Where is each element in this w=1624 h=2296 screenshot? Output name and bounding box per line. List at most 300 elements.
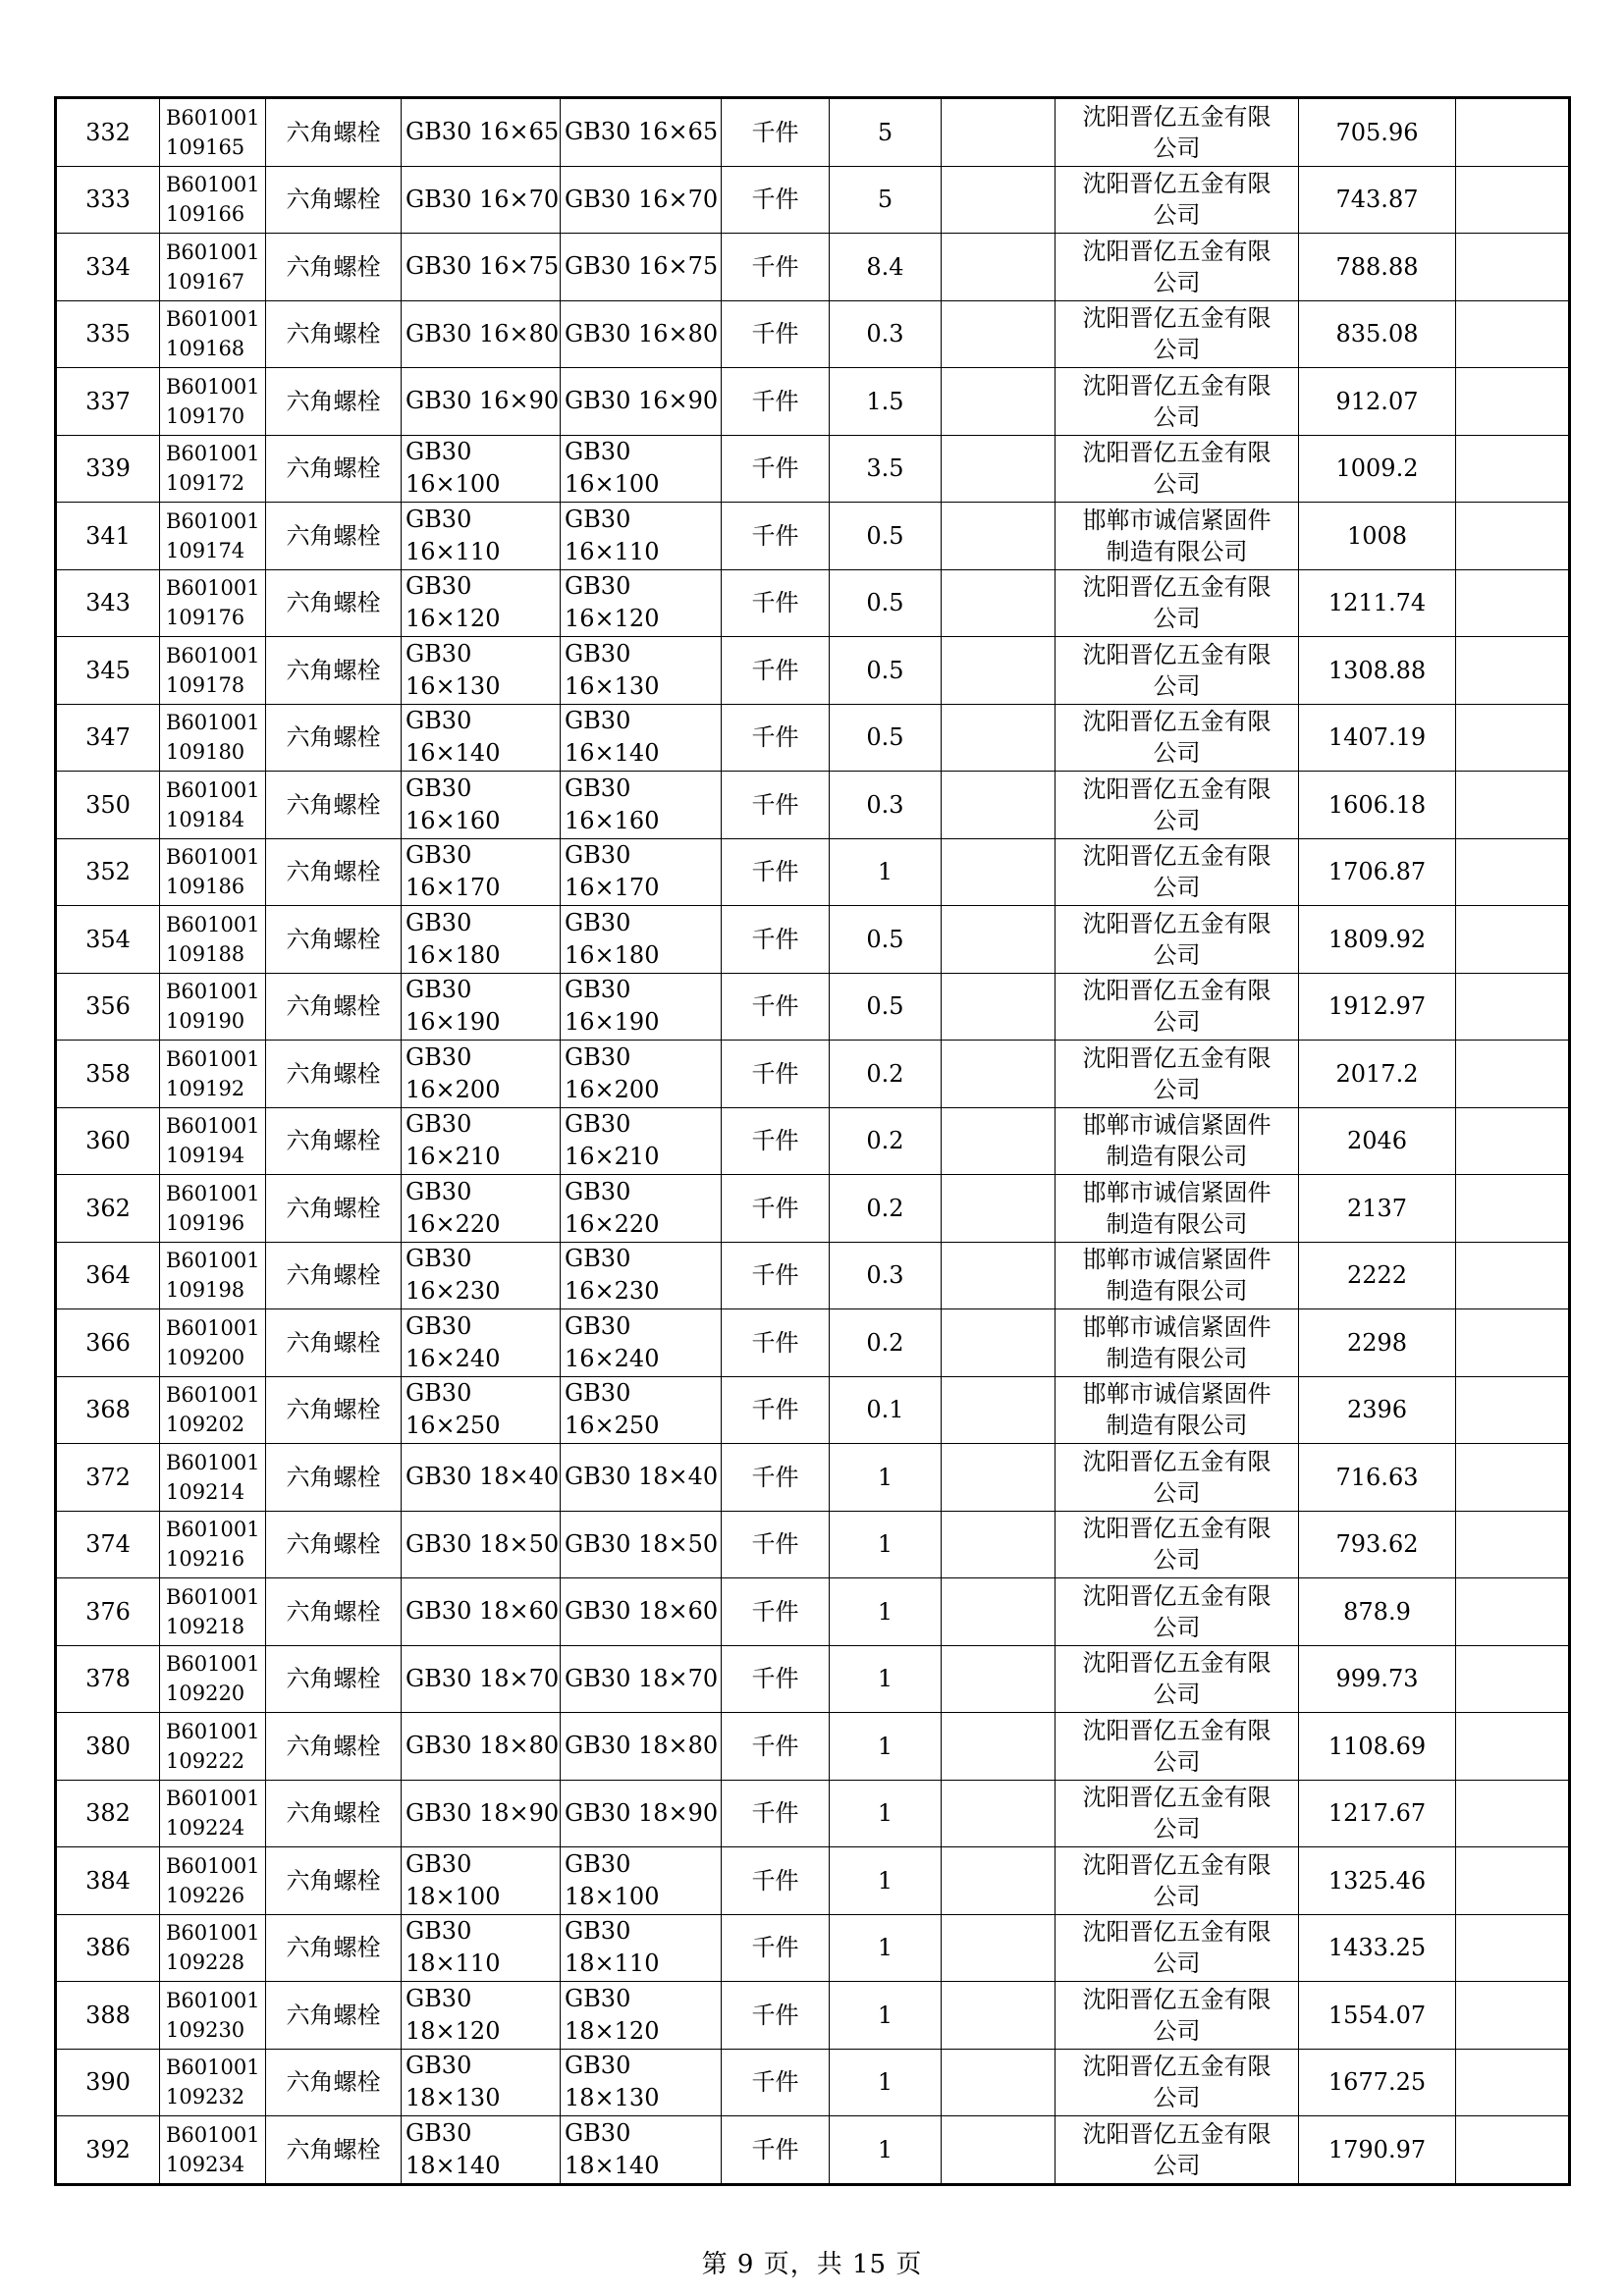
material-name-cell: 六角螺栓 (266, 1982, 402, 2050)
spec-cell: GB30 16×140 (402, 704, 561, 772)
model-cell: GB30 16×230 (561, 1242, 722, 1309)
model-cell: GB30 18×40 (561, 1444, 722, 1512)
supplier-cell: 沈阳晋亿五金有限 公司 (1056, 906, 1299, 974)
row-number-cell: 384 (56, 1847, 160, 1915)
table-row (56, 1780, 1570, 1847)
material-code-cell: B601001 109176 (160, 569, 266, 637)
spec-cell: GB30 16×130 (402, 637, 561, 705)
quantity-cell: 1 (830, 838, 942, 906)
material-code-cell: B601001 109216 (160, 1511, 266, 1578)
remark-cell (1456, 2049, 1570, 2116)
empty-cell (942, 1175, 1056, 1243)
model-cell: GB30 16×180 (561, 906, 722, 974)
remark-cell (1456, 1713, 1570, 1781)
unit-price-cell: 1008 (1299, 503, 1456, 570)
material-name-cell: 六角螺栓 (266, 98, 402, 167)
supplier-cell: 沈阳晋亿五金有限 公司 (1056, 300, 1299, 368)
quantity-cell: 0.5 (830, 973, 942, 1041)
model-cell: GB30 16×75 (561, 234, 722, 301)
spec-cell: GB30 18×60 (402, 1578, 561, 1646)
supplier-cell: 邯郸市诚信紧固件 制造有限公司 (1056, 1107, 1299, 1175)
unit-price-cell: 835.08 (1299, 300, 1456, 368)
model-cell: GB30 18×50 (561, 1511, 722, 1578)
quantity-cell: 1.5 (830, 368, 942, 436)
row-number-cell: 358 (56, 1041, 160, 1108)
remark-cell (1456, 1107, 1570, 1175)
unit-price-cell: 1790.97 (1299, 2116, 1456, 2185)
quantity-cell: 0.3 (830, 300, 942, 368)
remark-cell (1456, 435, 1570, 503)
supplier-cell: 沈阳晋亿五金有限 公司 (1056, 1982, 1299, 2050)
unit-price-cell: 1606.18 (1299, 772, 1456, 839)
table-row (56, 166, 1570, 234)
supplier-cell: 沈阳晋亿五金有限 公司 (1056, 1511, 1299, 1578)
empty-cell (942, 300, 1056, 368)
remark-cell (1456, 637, 1570, 705)
material-code-cell: B601001 109172 (160, 435, 266, 503)
empty-cell (942, 234, 1056, 301)
material-code-cell: B601001 109174 (160, 503, 266, 570)
table-row (56, 1107, 1570, 1175)
supplier-cell: 邯郸市诚信紧固件 制造有限公司 (1056, 1376, 1299, 1444)
spec-cell: GB30 18×140 (402, 2116, 561, 2185)
supplier-cell: 沈阳晋亿五金有限 公司 (1056, 1914, 1299, 1982)
unit-cell: 千件 (722, 1175, 830, 1243)
empty-cell (942, 1982, 1056, 2050)
material-code-cell: B601001 109194 (160, 1107, 266, 1175)
material-name-cell: 六角螺栓 (266, 1107, 402, 1175)
table-row (56, 906, 1570, 974)
material-name-cell: 六角螺栓 (266, 838, 402, 906)
material-name-cell: 六角螺栓 (266, 1175, 402, 1243)
quantity-cell: 1 (830, 1511, 942, 1578)
table-row (56, 1713, 1570, 1781)
empty-cell (942, 166, 1056, 234)
quantity-cell: 5 (830, 166, 942, 234)
supplier-cell: 沈阳晋亿五金有限 公司 (1056, 1847, 1299, 1915)
empty-cell (942, 368, 1056, 436)
row-number-cell: 372 (56, 1444, 160, 1512)
material-code-cell: B601001 109166 (160, 166, 266, 234)
row-number-cell: 345 (56, 637, 160, 705)
material-code-cell: B601001 109234 (160, 2116, 266, 2185)
material-code-cell: B601001 109222 (160, 1713, 266, 1781)
empty-cell (942, 503, 1056, 570)
material-name-cell: 六角螺栓 (266, 1914, 402, 1982)
material-name-cell: 六角螺栓 (266, 435, 402, 503)
material-name-cell: 六角螺栓 (266, 1309, 402, 1377)
material-name-cell: 六角螺栓 (266, 1645, 402, 1713)
quantity-cell: 1 (830, 1982, 942, 2050)
row-number-cell: 378 (56, 1645, 160, 1713)
model-cell: GB30 16×80 (561, 300, 722, 368)
remark-cell (1456, 1376, 1570, 1444)
material-name-cell: 六角螺栓 (266, 2049, 402, 2116)
material-name-cell: 六角螺栓 (266, 569, 402, 637)
model-cell: GB30 16×90 (561, 368, 722, 436)
spec-cell: GB30 16×100 (402, 435, 561, 503)
supplier-cell: 邯郸市诚信紧固件 制造有限公司 (1056, 1242, 1299, 1309)
spec-cell: GB30 16×180 (402, 906, 561, 974)
unit-cell: 千件 (722, 1713, 830, 1781)
remark-cell (1456, 1175, 1570, 1243)
page-footer: 第 9 页，共 15 页 (701, 2250, 923, 2279)
table-row (56, 973, 1570, 1041)
model-cell: GB30 18×130 (561, 2049, 722, 2116)
model-cell: GB30 16×250 (561, 1376, 722, 1444)
remark-cell (1456, 300, 1570, 368)
model-cell: GB30 16×210 (561, 1107, 722, 1175)
unit-cell: 千件 (722, 1578, 830, 1646)
material-name-cell: 六角螺栓 (266, 973, 402, 1041)
quantity-cell: 0.5 (830, 637, 942, 705)
row-number-cell: 352 (56, 838, 160, 906)
empty-cell (942, 1847, 1056, 1915)
model-cell: GB30 16×65 (561, 98, 722, 167)
material-name-cell: 六角螺栓 (266, 1242, 402, 1309)
spec-cell: GB30 18×120 (402, 1982, 561, 2050)
quantity-cell: 5 (830, 98, 942, 167)
unit-price-cell: 716.63 (1299, 1444, 1456, 1512)
material-code-cell: B601001 109168 (160, 300, 266, 368)
material-name-cell: 六角螺栓 (266, 1376, 402, 1444)
quantity-cell: 0.5 (830, 569, 942, 637)
supplier-cell: 邯郸市诚信紧固件 制造有限公司 (1056, 503, 1299, 570)
supplier-cell: 沈阳晋亿五金有限 公司 (1056, 704, 1299, 772)
remark-cell (1456, 1914, 1570, 1982)
supplier-cell: 沈阳晋亿五金有限 公司 (1056, 1444, 1299, 1512)
row-number-cell: 386 (56, 1914, 160, 1982)
table-row (56, 569, 1570, 637)
unit-price-cell: 1217.67 (1299, 1780, 1456, 1847)
unit-cell: 千件 (722, 435, 830, 503)
quantity-cell: 1 (830, 1914, 942, 1982)
table-row (56, 2116, 1570, 2185)
empty-cell (942, 1511, 1056, 1578)
material-name-cell: 六角螺栓 (266, 1578, 402, 1646)
unit-cell: 千件 (722, 1107, 830, 1175)
quantity-cell: 0.2 (830, 1041, 942, 1108)
row-number-cell: 354 (56, 906, 160, 974)
supplier-cell: 邯郸市诚信紧固件 制造有限公司 (1056, 1309, 1299, 1377)
unit-price-cell: 1108.69 (1299, 1713, 1456, 1781)
supplier-cell: 邯郸市诚信紧固件 制造有限公司 (1056, 1175, 1299, 1243)
table-row (56, 368, 1570, 436)
model-cell: GB30 16×70 (561, 166, 722, 234)
quantity-cell: 1 (830, 1780, 942, 1847)
table-row (56, 1175, 1570, 1243)
material-name-cell: 六角螺栓 (266, 1041, 402, 1108)
material-name-cell: 六角螺栓 (266, 2116, 402, 2185)
empty-cell (942, 1107, 1056, 1175)
table-row (56, 772, 1570, 839)
remark-cell (1456, 1847, 1570, 1915)
model-cell: GB30 16×110 (561, 503, 722, 570)
remark-cell (1456, 2116, 1570, 2185)
remark-cell (1456, 1780, 1570, 1847)
unit-cell: 千件 (722, 906, 830, 974)
table-row (56, 1511, 1570, 1578)
spec-cell: GB30 16×75 (402, 234, 561, 301)
model-cell: GB30 16×160 (561, 772, 722, 839)
spec-cell: GB30 16×120 (402, 569, 561, 637)
table-row (56, 1982, 1570, 2050)
model-cell: GB30 18×80 (561, 1713, 722, 1781)
material-code-cell: B601001 109220 (160, 1645, 266, 1713)
unit-price-cell: 2137 (1299, 1175, 1456, 1243)
unit-cell: 千件 (722, 503, 830, 570)
material-code-cell: B601001 109165 (160, 98, 266, 167)
spec-cell: GB30 18×50 (402, 1511, 561, 1578)
remark-cell (1456, 1309, 1570, 1377)
unit-price-cell: 1809.92 (1299, 906, 1456, 974)
supplier-cell: 沈阳晋亿五金有限 公司 (1056, 1041, 1299, 1108)
model-cell: GB30 16×190 (561, 973, 722, 1041)
spec-cell: GB30 18×90 (402, 1780, 561, 1847)
unit-price-cell: 1677.25 (1299, 2049, 1456, 2116)
quantity-cell: 1 (830, 1645, 942, 1713)
material-code-cell: B601001 109224 (160, 1780, 266, 1847)
unit-cell: 千件 (722, 1847, 830, 1915)
remark-cell (1456, 1444, 1570, 1512)
remark-cell (1456, 838, 1570, 906)
row-number-cell: 337 (56, 368, 160, 436)
row-number-cell: 347 (56, 704, 160, 772)
quantity-cell: 1 (830, 1847, 942, 1915)
quantity-cell: 0.2 (830, 1309, 942, 1377)
table-row (56, 1847, 1570, 1915)
spec-cell: GB30 16×200 (402, 1041, 561, 1108)
material-name-cell: 六角螺栓 (266, 166, 402, 234)
remark-cell (1456, 503, 1570, 570)
material-name-cell: 六角螺栓 (266, 1444, 402, 1512)
row-number-cell: 388 (56, 1982, 160, 2050)
spec-cell: GB30 16×80 (402, 300, 561, 368)
quantity-cell: 1 (830, 1444, 942, 1512)
material-code-cell: B601001 109196 (160, 1175, 266, 1243)
model-cell: GB30 18×60 (561, 1578, 722, 1646)
spec-cell: GB30 16×190 (402, 973, 561, 1041)
row-number-cell: 333 (56, 166, 160, 234)
row-number-cell: 335 (56, 300, 160, 368)
empty-cell (942, 1780, 1056, 1847)
remark-cell (1456, 166, 1570, 234)
unit-cell: 千件 (722, 300, 830, 368)
supplier-cell: 沈阳晋亿五金有限 公司 (1056, 368, 1299, 436)
material-name-cell: 六角螺栓 (266, 300, 402, 368)
empty-cell (942, 772, 1056, 839)
table-row (56, 300, 1570, 368)
table-row (56, 503, 1570, 570)
unit-cell: 千件 (722, 1309, 830, 1377)
unit-price-cell: 2396 (1299, 1376, 1456, 1444)
remark-cell (1456, 1041, 1570, 1108)
unit-price-cell: 1308.88 (1299, 637, 1456, 705)
unit-cell: 千件 (722, 838, 830, 906)
material-code-cell: B601001 109200 (160, 1309, 266, 1377)
material-name-cell: 六角螺栓 (266, 1847, 402, 1915)
material-code-cell: B601001 109192 (160, 1041, 266, 1108)
table-row (56, 1242, 1570, 1309)
unit-price-cell: 2017.2 (1299, 1041, 1456, 1108)
unit-price-cell: 1407.19 (1299, 704, 1456, 772)
table-row (56, 1309, 1570, 1377)
row-number-cell: 332 (56, 98, 160, 167)
spec-cell: GB30 16×70 (402, 166, 561, 234)
material-code-cell: B601001 109186 (160, 838, 266, 906)
unit-cell: 千件 (722, 569, 830, 637)
material-code-cell: B601001 109170 (160, 368, 266, 436)
table-row (56, 98, 1570, 167)
quantity-cell: 0.5 (830, 906, 942, 974)
supplier-cell: 沈阳晋亿五金有限 公司 (1056, 435, 1299, 503)
supplier-cell: 沈阳晋亿五金有限 公司 (1056, 2116, 1299, 2185)
spec-cell: GB30 16×160 (402, 772, 561, 839)
supplier-cell: 沈阳晋亿五金有限 公司 (1056, 1780, 1299, 1847)
empty-cell (942, 1645, 1056, 1713)
quantity-cell: 3.5 (830, 435, 942, 503)
empty-cell (942, 1578, 1056, 1646)
table-row (56, 2049, 1570, 2116)
remark-cell (1456, 772, 1570, 839)
empty-cell (942, 1041, 1056, 1108)
empty-cell (942, 637, 1056, 705)
empty-cell (942, 1444, 1056, 1512)
unit-price-cell: 743.87 (1299, 166, 1456, 234)
quantity-cell: 1 (830, 1578, 942, 1646)
material-code-cell: B601001 109218 (160, 1578, 266, 1646)
unit-cell: 千件 (722, 1914, 830, 1982)
row-number-cell: 392 (56, 2116, 160, 2185)
table-row (56, 1376, 1570, 1444)
model-cell: GB30 16×170 (561, 838, 722, 906)
unit-price-cell: 1912.97 (1299, 973, 1456, 1041)
unit-price-cell: 1433.25 (1299, 1914, 1456, 1982)
material-name-cell: 六角螺栓 (266, 1511, 402, 1578)
row-number-cell: 339 (56, 435, 160, 503)
material-code-cell: B601001 109190 (160, 973, 266, 1041)
row-number-cell: 362 (56, 1175, 160, 1243)
row-number-cell: 356 (56, 973, 160, 1041)
unit-price-cell: 2298 (1299, 1309, 1456, 1377)
empty-cell (942, 1914, 1056, 1982)
material-name-cell: 六角螺栓 (266, 503, 402, 570)
supplier-cell: 沈阳晋亿五金有限 公司 (1056, 166, 1299, 234)
material-code-cell: B601001 109202 (160, 1376, 266, 1444)
material-name-cell: 六角螺栓 (266, 906, 402, 974)
unit-cell: 千件 (722, 1444, 830, 1512)
model-cell: GB30 16×220 (561, 1175, 722, 1243)
unit-price-cell: 999.73 (1299, 1645, 1456, 1713)
row-number-cell: 334 (56, 234, 160, 301)
unit-price-cell: 705.96 (1299, 98, 1456, 167)
unit-price-cell: 1325.46 (1299, 1847, 1456, 1915)
model-cell: GB30 18×100 (561, 1847, 722, 1915)
quantity-cell: 0.2 (830, 1175, 942, 1243)
unit-cell: 千件 (722, 973, 830, 1041)
unit-price-cell: 912.07 (1299, 368, 1456, 436)
material-code-cell: B601001 109167 (160, 234, 266, 301)
unit-price-cell: 788.88 (1299, 234, 1456, 301)
quantity-cell: 8.4 (830, 234, 942, 301)
remark-cell (1456, 973, 1570, 1041)
unit-price-cell: 1554.07 (1299, 1982, 1456, 2050)
material-code-cell: B601001 109228 (160, 1914, 266, 1982)
spec-cell: GB30 18×70 (402, 1645, 561, 1713)
unit-cell: 千件 (722, 1645, 830, 1713)
remark-cell (1456, 234, 1570, 301)
supplier-cell: 沈阳晋亿五金有限 公司 (1056, 1713, 1299, 1781)
unit-price-cell: 1009.2 (1299, 435, 1456, 503)
spec-cell: GB30 18×80 (402, 1713, 561, 1781)
material-name-cell: 六角螺栓 (266, 1780, 402, 1847)
model-cell: GB30 16×140 (561, 704, 722, 772)
empty-cell (942, 1242, 1056, 1309)
unit-cell: 千件 (722, 2116, 830, 2185)
model-cell: GB30 16×240 (561, 1309, 722, 1377)
table-row (56, 435, 1570, 503)
table-row (56, 838, 1570, 906)
row-number-cell: 374 (56, 1511, 160, 1578)
material-code-cell: B601001 109184 (160, 772, 266, 839)
spec-cell: GB30 16×230 (402, 1242, 561, 1309)
material-code-cell: B601001 109180 (160, 704, 266, 772)
model-cell: GB30 18×70 (561, 1645, 722, 1713)
spec-cell: GB30 16×110 (402, 503, 561, 570)
material-name-cell: 六角螺栓 (266, 368, 402, 436)
material-code-cell: B601001 109232 (160, 2049, 266, 2116)
quantity-cell: 1 (830, 2049, 942, 2116)
material-code-cell: B601001 109230 (160, 1982, 266, 2050)
unit-price-cell: 2046 (1299, 1107, 1456, 1175)
unit-cell: 千件 (722, 1511, 830, 1578)
unit-price-cell: 793.62 (1299, 1511, 1456, 1578)
material-code-cell: B601001 109188 (160, 906, 266, 974)
remark-cell (1456, 704, 1570, 772)
remark-cell (1456, 906, 1570, 974)
model-cell: GB30 16×130 (561, 637, 722, 705)
empty-cell (942, 906, 1056, 974)
unit-cell: 千件 (722, 1242, 830, 1309)
model-cell: GB30 16×100 (561, 435, 722, 503)
spec-cell: GB30 16×220 (402, 1175, 561, 1243)
spec-cell: GB30 16×170 (402, 838, 561, 906)
spec-cell: GB30 18×100 (402, 1847, 561, 1915)
material-price-table (54, 96, 1571, 2186)
unit-cell: 千件 (722, 704, 830, 772)
empty-cell (942, 1309, 1056, 1377)
model-cell: GB30 18×120 (561, 1982, 722, 2050)
row-number-cell: 364 (56, 1242, 160, 1309)
row-number-cell: 341 (56, 503, 160, 570)
model-cell: GB30 18×110 (561, 1914, 722, 1982)
material-code-cell: B601001 109198 (160, 1242, 266, 1309)
material-code-cell: B601001 109214 (160, 1444, 266, 1512)
table-row (56, 234, 1570, 301)
quantity-cell: 0.3 (830, 772, 942, 839)
remark-cell (1456, 1982, 1570, 2050)
unit-cell: 千件 (722, 166, 830, 234)
unit-cell: 千件 (722, 1041, 830, 1108)
spec-cell: GB30 16×210 (402, 1107, 561, 1175)
remark-cell (1456, 569, 1570, 637)
table-row (56, 1578, 1570, 1646)
quantity-cell: 1 (830, 1713, 942, 1781)
empty-cell (942, 98, 1056, 167)
unit-price-cell: 1706.87 (1299, 838, 1456, 906)
remark-cell (1456, 1242, 1570, 1309)
supplier-cell: 沈阳晋亿五金有限 公司 (1056, 1645, 1299, 1713)
